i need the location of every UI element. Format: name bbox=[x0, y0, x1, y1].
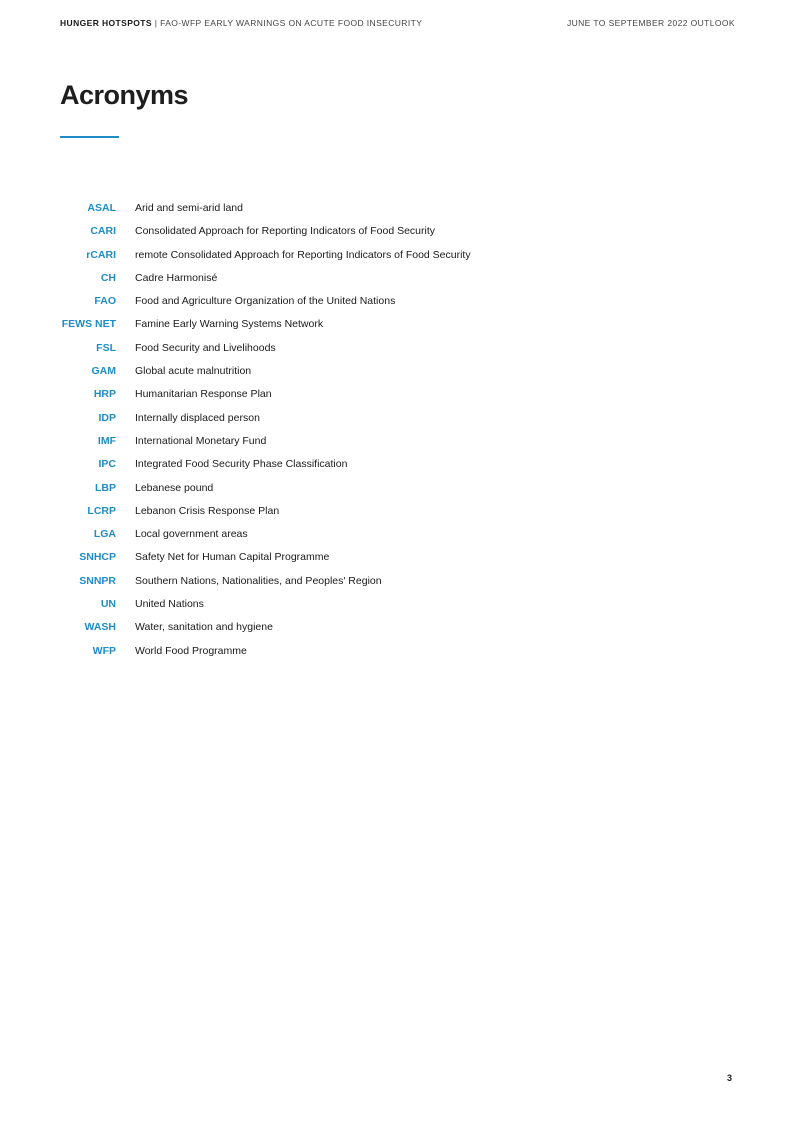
acronym-abbreviation: FSL bbox=[96, 341, 116, 354]
acronym-row bbox=[0, 223, 793, 246]
acronym-definition: United Nations bbox=[135, 598, 204, 611]
header-outlook-period: JUNE TO SEPTEMBER 2022 OUTLOOK bbox=[566, 18, 735, 28]
acronym-abbreviation: LBP bbox=[95, 481, 116, 494]
acronym-row bbox=[0, 293, 793, 316]
acronym-row bbox=[0, 247, 793, 270]
acronym-abbreviation: CARI bbox=[90, 225, 116, 238]
acronym-row bbox=[0, 456, 793, 479]
acronym-row bbox=[0, 270, 793, 293]
header-subtitle: | FAO-WFP EARLY WARNINGS ON ACUTE FOOD INSECURITY bbox=[151, 18, 423, 28]
acronym-row bbox=[0, 526, 793, 549]
acronym-row bbox=[0, 340, 793, 363]
acronym-abbreviation: WASH bbox=[84, 621, 116, 634]
acronym-row bbox=[0, 200, 793, 223]
acronym-abbreviation: IDP bbox=[98, 411, 116, 424]
acronym-row bbox=[0, 573, 793, 596]
acronym-abbreviation: SNNPR bbox=[79, 574, 116, 587]
acronym-abbreviation: GAM bbox=[91, 365, 116, 378]
page-header bbox=[60, 18, 735, 30]
acronym-definition: Lebanon Crisis Response Plan bbox=[135, 504, 280, 517]
acronym-definition: Lebanese pound bbox=[135, 481, 214, 494]
header-publication-title bbox=[60, 18, 422, 28]
acronym-definition: Southern Nations, Nationalities, and Peoples' Region bbox=[135, 574, 382, 587]
acronym-definition: Cadre Harmonisé bbox=[135, 271, 218, 284]
acronym-definition: International Monetary Fund bbox=[135, 434, 267, 447]
acronym-row bbox=[0, 480, 793, 503]
acronym-definition: Humanitarian Response Plan bbox=[135, 388, 272, 401]
acronym-row bbox=[0, 410, 793, 433]
acronym-abbreviation: LGA bbox=[93, 528, 116, 541]
acronym-abbreviation: rCARI bbox=[86, 248, 116, 261]
acronym-definition: Global acute malnutrition bbox=[135, 365, 252, 378]
title-underline bbox=[60, 136, 119, 138]
acronym-abbreviation: SNHCP bbox=[79, 551, 116, 564]
acronym-definition: Internally displaced person bbox=[135, 411, 260, 424]
page-title: Acronyms bbox=[60, 80, 189, 110]
acronym-row bbox=[0, 363, 793, 386]
acronym-definition: Arid and semi-arid land bbox=[135, 202, 243, 214]
acronym-definition: remote Consolidated Approach for Reporting Indicators of Food Security bbox=[135, 248, 471, 261]
acronym-row bbox=[0, 596, 793, 619]
acronym-row bbox=[0, 433, 793, 456]
acronym-definition: Integrated Food Security Phase Classification bbox=[135, 458, 348, 471]
page-number: 3 bbox=[726, 1073, 732, 1083]
acronym-definition: Food Security and Livelihoods bbox=[135, 341, 276, 354]
acronym-row bbox=[0, 386, 793, 409]
acronym-abbreviation: HRP bbox=[93, 388, 116, 401]
acronym-abbreviation: IMF bbox=[97, 434, 116, 447]
acronym-abbreviation: ASAL bbox=[87, 202, 116, 214]
acronym-definition: Safety Net for Human Capital Programme bbox=[135, 551, 330, 564]
acronym-abbreviation: IPC bbox=[98, 458, 116, 471]
header-series-name: HUNGER HOTSPOTS bbox=[60, 18, 152, 28]
acronym-row bbox=[0, 619, 793, 642]
acronym-abbreviation: CH bbox=[100, 271, 116, 284]
acronym-row bbox=[0, 503, 793, 526]
acronym-abbreviation: FAO bbox=[94, 295, 116, 308]
acronym-definition: Consolidated Approach for Reporting Indicators of Food Security bbox=[135, 225, 436, 238]
acronym-abbreviation: FEWS NET bbox=[61, 318, 116, 331]
acronym-row bbox=[0, 643, 793, 666]
acronym-definition: World Food Programme bbox=[135, 644, 247, 657]
acronym-definition: Water, sanitation and hygiene bbox=[135, 621, 273, 634]
acronym-definition: Food and Agriculture Organization of the United Nations bbox=[135, 295, 396, 308]
acronym-definition: Local government areas bbox=[135, 528, 248, 541]
acronym-abbreviation: WFP bbox=[92, 644, 116, 657]
acronym-list bbox=[0, 200, 793, 666]
acronym-row bbox=[0, 549, 793, 572]
acronym-abbreviation: UN bbox=[100, 598, 116, 611]
acronym-row bbox=[0, 316, 793, 339]
acronym-definition: Famine Early Warning Systems Network bbox=[135, 318, 324, 331]
acronym-abbreviation: LCRP bbox=[87, 504, 116, 517]
